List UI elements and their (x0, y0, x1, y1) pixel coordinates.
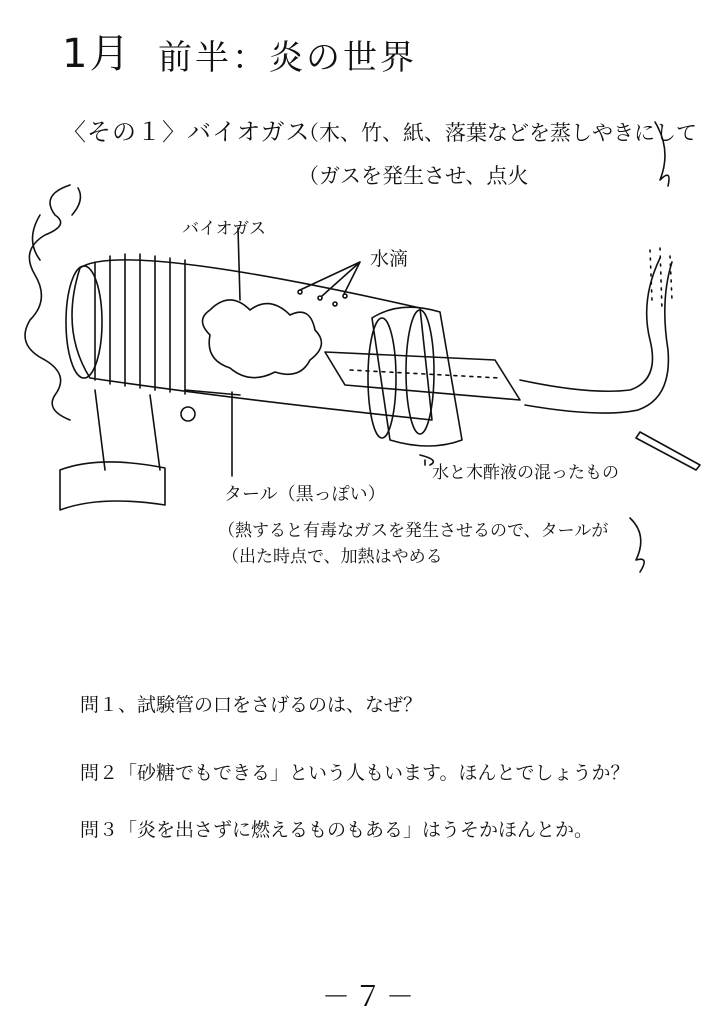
label-biogas: バイオガス (182, 219, 266, 239)
support-stand (95, 390, 160, 470)
warning-note-line-1: （熱すると有毒なガスを発生させるので、タールが (218, 521, 609, 541)
stopper (372, 307, 462, 446)
biogas-cloud (203, 300, 322, 378)
question-2: 問２「砂糖でもできる」という人もいます。ほんとでしょうか？ (80, 762, 630, 784)
description-line-1: （木、竹、紙、落葉などを蒸しやきにして (298, 121, 697, 145)
title-month: 1月 (62, 31, 132, 77)
note-bracket (630, 518, 644, 572)
description-line-2: （ガスを発生させ、点火 (298, 164, 529, 188)
label-liquid: 水と木酢液の混ったもの (432, 463, 619, 483)
outlet-tube (520, 258, 660, 391)
label-water-drops: 水滴 (370, 248, 409, 270)
page-title: 前半：炎の世界 (158, 38, 417, 78)
glass-tube (325, 352, 520, 400)
label-tar: タール（黒っぽい） (224, 484, 386, 505)
test-tube-body (72, 260, 432, 420)
heat-squiggle (25, 185, 70, 420)
question-1: 問１、試験管の口をさげるのは、なぜ？ (80, 694, 423, 716)
item-heading: 〈その１〉バイオガス (62, 118, 311, 146)
page-number: －７－ (322, 980, 419, 1013)
warning-note-line-2: （出た時点で、加熱はやめる (222, 547, 443, 567)
description-bracket (655, 122, 669, 186)
match (636, 432, 700, 470)
question-3: 問３「炎を出さずに燃えるものもある」はうそかほんとか。 (80, 819, 594, 841)
